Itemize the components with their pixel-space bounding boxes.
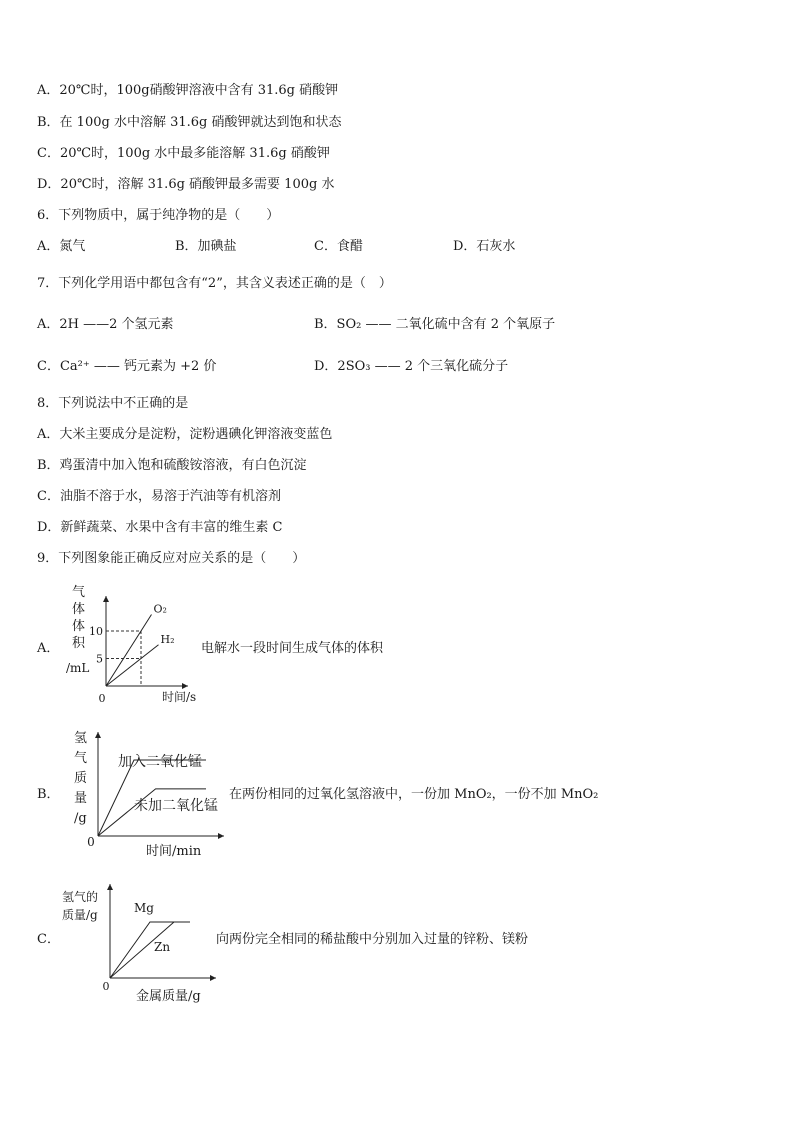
chart-a-series-label: O₂ — [153, 602, 167, 616]
chart-a-ylabel-unit: /mL — [66, 661, 90, 675]
q8-option-a: A．大米主要成分是淀粉，淀粉遇碘化钾溶液变蓝色 — [37, 427, 333, 442]
q9-option-a-letter: A． — [37, 641, 60, 656]
chart-b — [66, 728, 226, 860]
q5-option-c: C．20℃时，100g 水中最多能溶解 31.6g 硝酸钾 — [37, 146, 330, 161]
q7-option-b: B．SO₂ —— 二氧化硫中含有 2 个氧原子 — [314, 317, 556, 332]
chart-b-svg — [66, 728, 226, 860]
chart-c-series-line — [110, 922, 190, 978]
chart-c-xlabel: 金属质量/g — [136, 989, 201, 1004]
chart-b-ylabel-char: 氢 — [74, 731, 88, 746]
chart-a-ytick-label: 10 — [89, 625, 103, 638]
chart-a-ylabel-char: 气 — [72, 585, 86, 600]
q9-option-a-desc: 电解水一段时间生成气体的体积 — [201, 641, 384, 656]
chart-a-svg — [60, 580, 200, 710]
q5-option-b: B．在 100g 水中溶解 31.6g 硝酸钾就达到饱和状态 — [37, 115, 342, 130]
chart-a-series-line — [106, 645, 159, 686]
chart-c-y-arrow — [107, 884, 113, 890]
q9-option-b-letter: B． — [37, 787, 60, 802]
chart-a-ytick-label: 5 — [96, 652, 103, 666]
chart-a-series-label: H₂ — [160, 632, 175, 646]
chart-c-origin-label: 0 — [102, 980, 110, 993]
q8-option-d: D．新鲜蔬菜、水果中含有丰富的维生素 C — [37, 520, 283, 535]
q9-stem: 9．下列图象能正确反应对应关系的是（ ） — [37, 551, 306, 566]
q8-option-c: C．油脂不溶于水，易溶于汽油等有机溶剂 — [37, 489, 281, 504]
q8-stem: 8．下列说法中不正确的是 — [37, 396, 189, 411]
chart-b-ylabel-char: 质 — [74, 771, 88, 786]
q9-option-c-desc: 向两份完全相同的稀盐酸中分别加入过量的锌粉、镁粉 — [216, 932, 529, 947]
q9-option-b-desc: 在两份相同的过氧化氢溶液中，一份加 MnO₂，一份不加 MnO₂ — [229, 787, 599, 802]
q6-option-c: C．食醋 — [314, 239, 363, 254]
chart-a-ylabel-char: 体 — [72, 619, 86, 634]
chart-c-svg — [58, 880, 218, 1005]
chart-b-origin-label: 0 — [87, 835, 95, 849]
chart-a-series-line — [106, 615, 152, 687]
q7-stem: 7．下列化学用语中都包含有“2”，其含义表述正确的是（ ） — [37, 276, 392, 291]
chart-c-x-arrow — [210, 975, 216, 981]
chart-a-xlabel: 时间/s — [162, 690, 197, 704]
q6-option-a: A．氮气 — [37, 239, 86, 254]
q8-option-b: B．鸡蛋清中加入饱和硫酸铵溶液，有白色沉淀 — [37, 458, 307, 473]
chart-b-ylabel-char: 气 — [74, 751, 88, 766]
chart-a-y-arrow — [103, 596, 109, 602]
chart-c-ylabel-line2: 质量/g — [62, 908, 98, 922]
chart-b-x-arrow — [218, 833, 224, 839]
chart-b-y-arrow — [95, 732, 101, 738]
chart-b-ylabel-char: /g — [74, 811, 87, 826]
chart-b-series-label: 加入二氧化锰 — [118, 754, 202, 770]
q6-stem: 6．下列物质中，属于纯净物的是（ ） — [37, 208, 280, 223]
q5-option-a: A．20℃时，100g硝酸钾溶液中含有 31.6g 硝酸钾 — [37, 83, 339, 98]
chart-a-ylabel-char: 积 — [72, 636, 86, 651]
q7-option-a: A．2H ——2 个氢元素 — [37, 317, 174, 332]
chart-c-series-line — [110, 922, 190, 978]
chart-b-ylabel-char: 量 — [74, 791, 88, 806]
chart-c — [58, 880, 218, 1005]
chart-a-ylabel-char: 体 — [72, 602, 86, 617]
q9-option-c-letter: C． — [37, 932, 60, 947]
chart-c-series-label: Mg — [134, 901, 154, 915]
q5-option-d: D．20℃时，溶解 31.6g 硝酸钾最多需要 100g 水 — [37, 177, 335, 192]
chart-b-series-label: 未加二氧化锰 — [134, 798, 218, 814]
chart-a-x-arrow — [182, 683, 188, 689]
q6-option-d: D．石灰水 — [453, 239, 516, 254]
chart-b-xlabel: 时间/min — [146, 844, 202, 859]
q7-option-c: C．Ca²⁺ —— 钙元素为 +2 价 — [37, 359, 217, 374]
chart-c-ylabel-line1: 氢气的 — [62, 890, 99, 904]
chart-c-series-label: Zn — [154, 940, 171, 954]
q6-option-b: B．加碘盐 — [175, 239, 237, 254]
chart-a-origin-label: 0 — [98, 692, 106, 705]
chart-a — [60, 580, 200, 710]
q7-option-d: D．2SO₃ —— 2 个三氧化硫分子 — [314, 359, 509, 374]
